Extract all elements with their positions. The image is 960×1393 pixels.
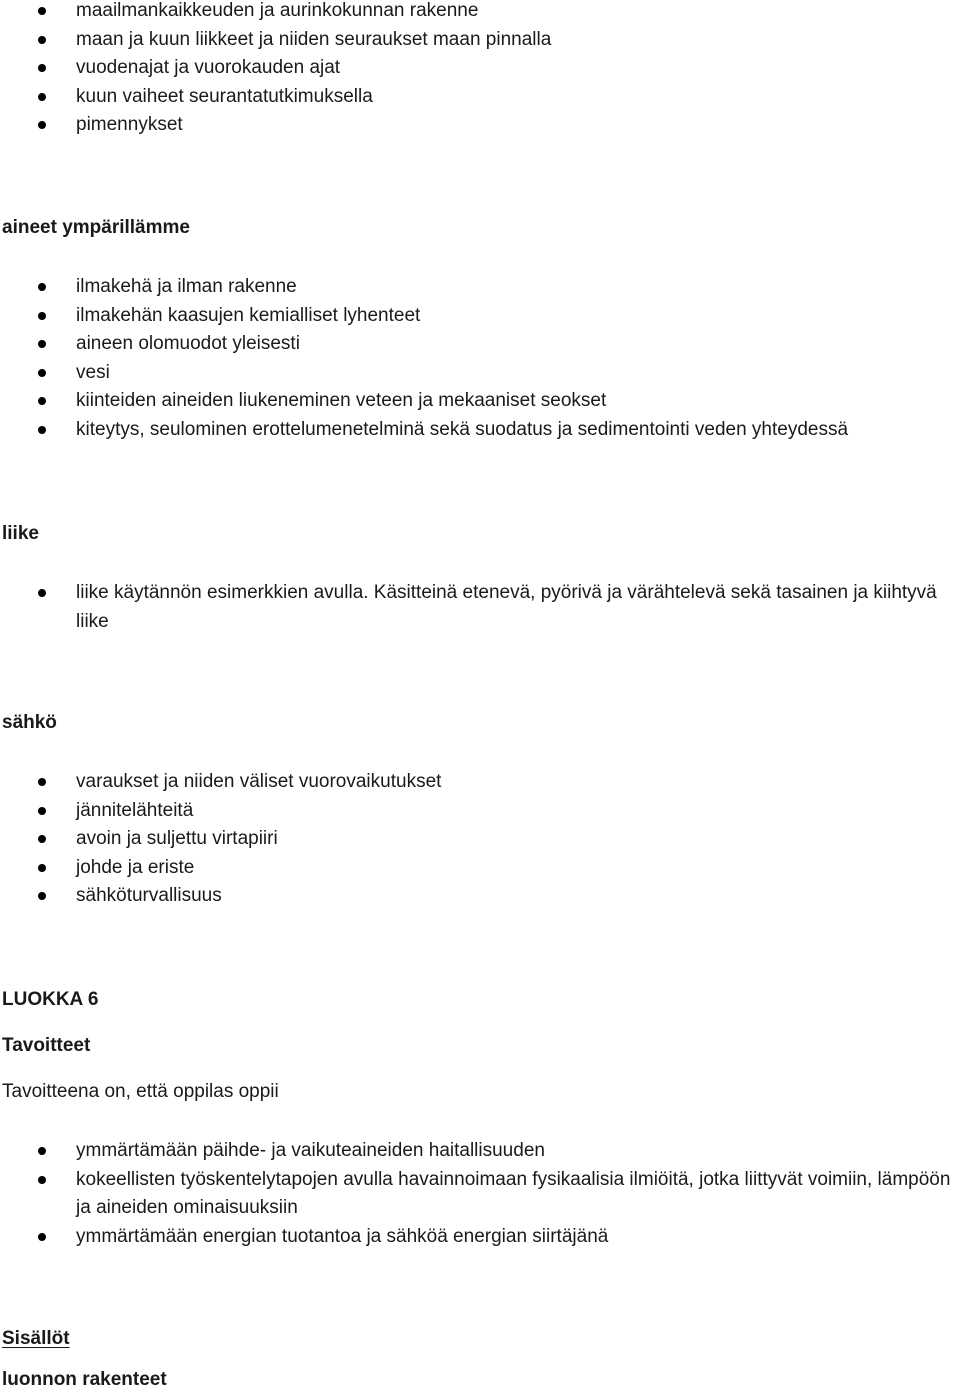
- bullet-icon: [38, 7, 46, 15]
- list-item: kiinteiden aineiden liukeneminen veteen ja mekaaniset seokset: [0, 387, 960, 416]
- list-item: ymmärtämään energian tuotantoa ja sähköä energian siirtäjänä: [0, 1223, 960, 1252]
- bullet-icon: [38, 1233, 46, 1241]
- section-heading-sahko: sähkö: [2, 712, 57, 733]
- bullet-icon: [38, 807, 46, 815]
- bullet-icon: [38, 283, 46, 291]
- bullet-icon: [38, 892, 46, 900]
- bullet-icon: [38, 397, 46, 405]
- bullet-list-electricity: [0, 768, 960, 911]
- list-item: maan ja kuun liikkeet ja niiden seuraukset maan pinnalla: [0, 26, 960, 55]
- bullet-icon: [38, 589, 46, 597]
- list-item: ilmakehän kaasujen kemialliset lyhenteet: [0, 302, 960, 331]
- bullet-list-motion: [0, 579, 960, 636]
- list-item: maailmankaikkeuden ja aurinkokunnan rakenne: [0, 0, 960, 26]
- bullet-icon: [38, 340, 46, 348]
- bullet-icon: [38, 312, 46, 320]
- list-item: kiteytys, seulominen erottelumenetelminä sekä suodatus ja sedimentointi veden yhteydessä: [0, 416, 960, 445]
- bullet-list-substances: [0, 273, 960, 445]
- bullet-icon: [38, 369, 46, 377]
- bullet-icon: [38, 36, 46, 44]
- grade-heading: LUOKKA 6: [2, 989, 99, 1010]
- list-item: kokeellisten työskentelytapojen avulla havainnoimaan fysikaalisia ilmiöitä, jotka liittyvät voimiin, lämpöön ja aineiden ominaisuuksiin: [0, 1166, 960, 1223]
- section-heading-liike: liike: [2, 523, 39, 544]
- bullet-icon: [38, 93, 46, 101]
- list-item: ilmakehä ja ilman rakenne: [0, 273, 960, 302]
- list-item: jännitelähteitä: [0, 797, 960, 826]
- bullet-icon: [38, 64, 46, 72]
- list-item: vuodenajat ja vuorokauden ajat: [0, 54, 960, 83]
- list-item: kuun vaiheet seurantatutkimuksella: [0, 83, 960, 112]
- bullet-icon: [38, 426, 46, 434]
- goals-heading: Tavoitteet: [2, 1035, 91, 1056]
- bullet-icon: [38, 1176, 46, 1184]
- bullet-icon: [38, 835, 46, 843]
- list-item: varaukset ja niiden väliset vuorovaikutukset: [0, 768, 960, 797]
- bullet-icon: [38, 864, 46, 872]
- list-item: ymmärtämään päihde- ja vaikuteaineiden haitallisuuden: [0, 1137, 960, 1166]
- goals-intro: Tavoitteena on, että oppilas oppii: [2, 1081, 279, 1102]
- bullet-icon: [38, 1147, 46, 1155]
- section-heading-luonnon: luonnon rakenteet: [2, 1369, 167, 1390]
- section-heading-aineet: aineet ympärillämme: [2, 217, 190, 238]
- list-item: liike käytännön esimerkkien avulla. Käsitteinä etenevä, pyörivä ja värähtelevä sekä tasainen ja kiihtyvä liike: [0, 579, 960, 636]
- list-item: pimennykset: [0, 111, 960, 140]
- list-item: vesi: [0, 359, 960, 388]
- bullet-icon: [38, 121, 46, 129]
- list-item: aineen olomuodot yleisesti: [0, 330, 960, 359]
- bullet-icon: [38, 778, 46, 786]
- contents-heading: Sisällöt: [2, 1328, 70, 1349]
- bullet-list-goals: [0, 1137, 960, 1251]
- list-item: johde ja eriste: [0, 854, 960, 883]
- list-item: sähköturvallisuus: [0, 882, 960, 911]
- list-item: avoin ja suljettu virtapiiri: [0, 825, 960, 854]
- bullet-list-universe: [0, 0, 960, 140]
